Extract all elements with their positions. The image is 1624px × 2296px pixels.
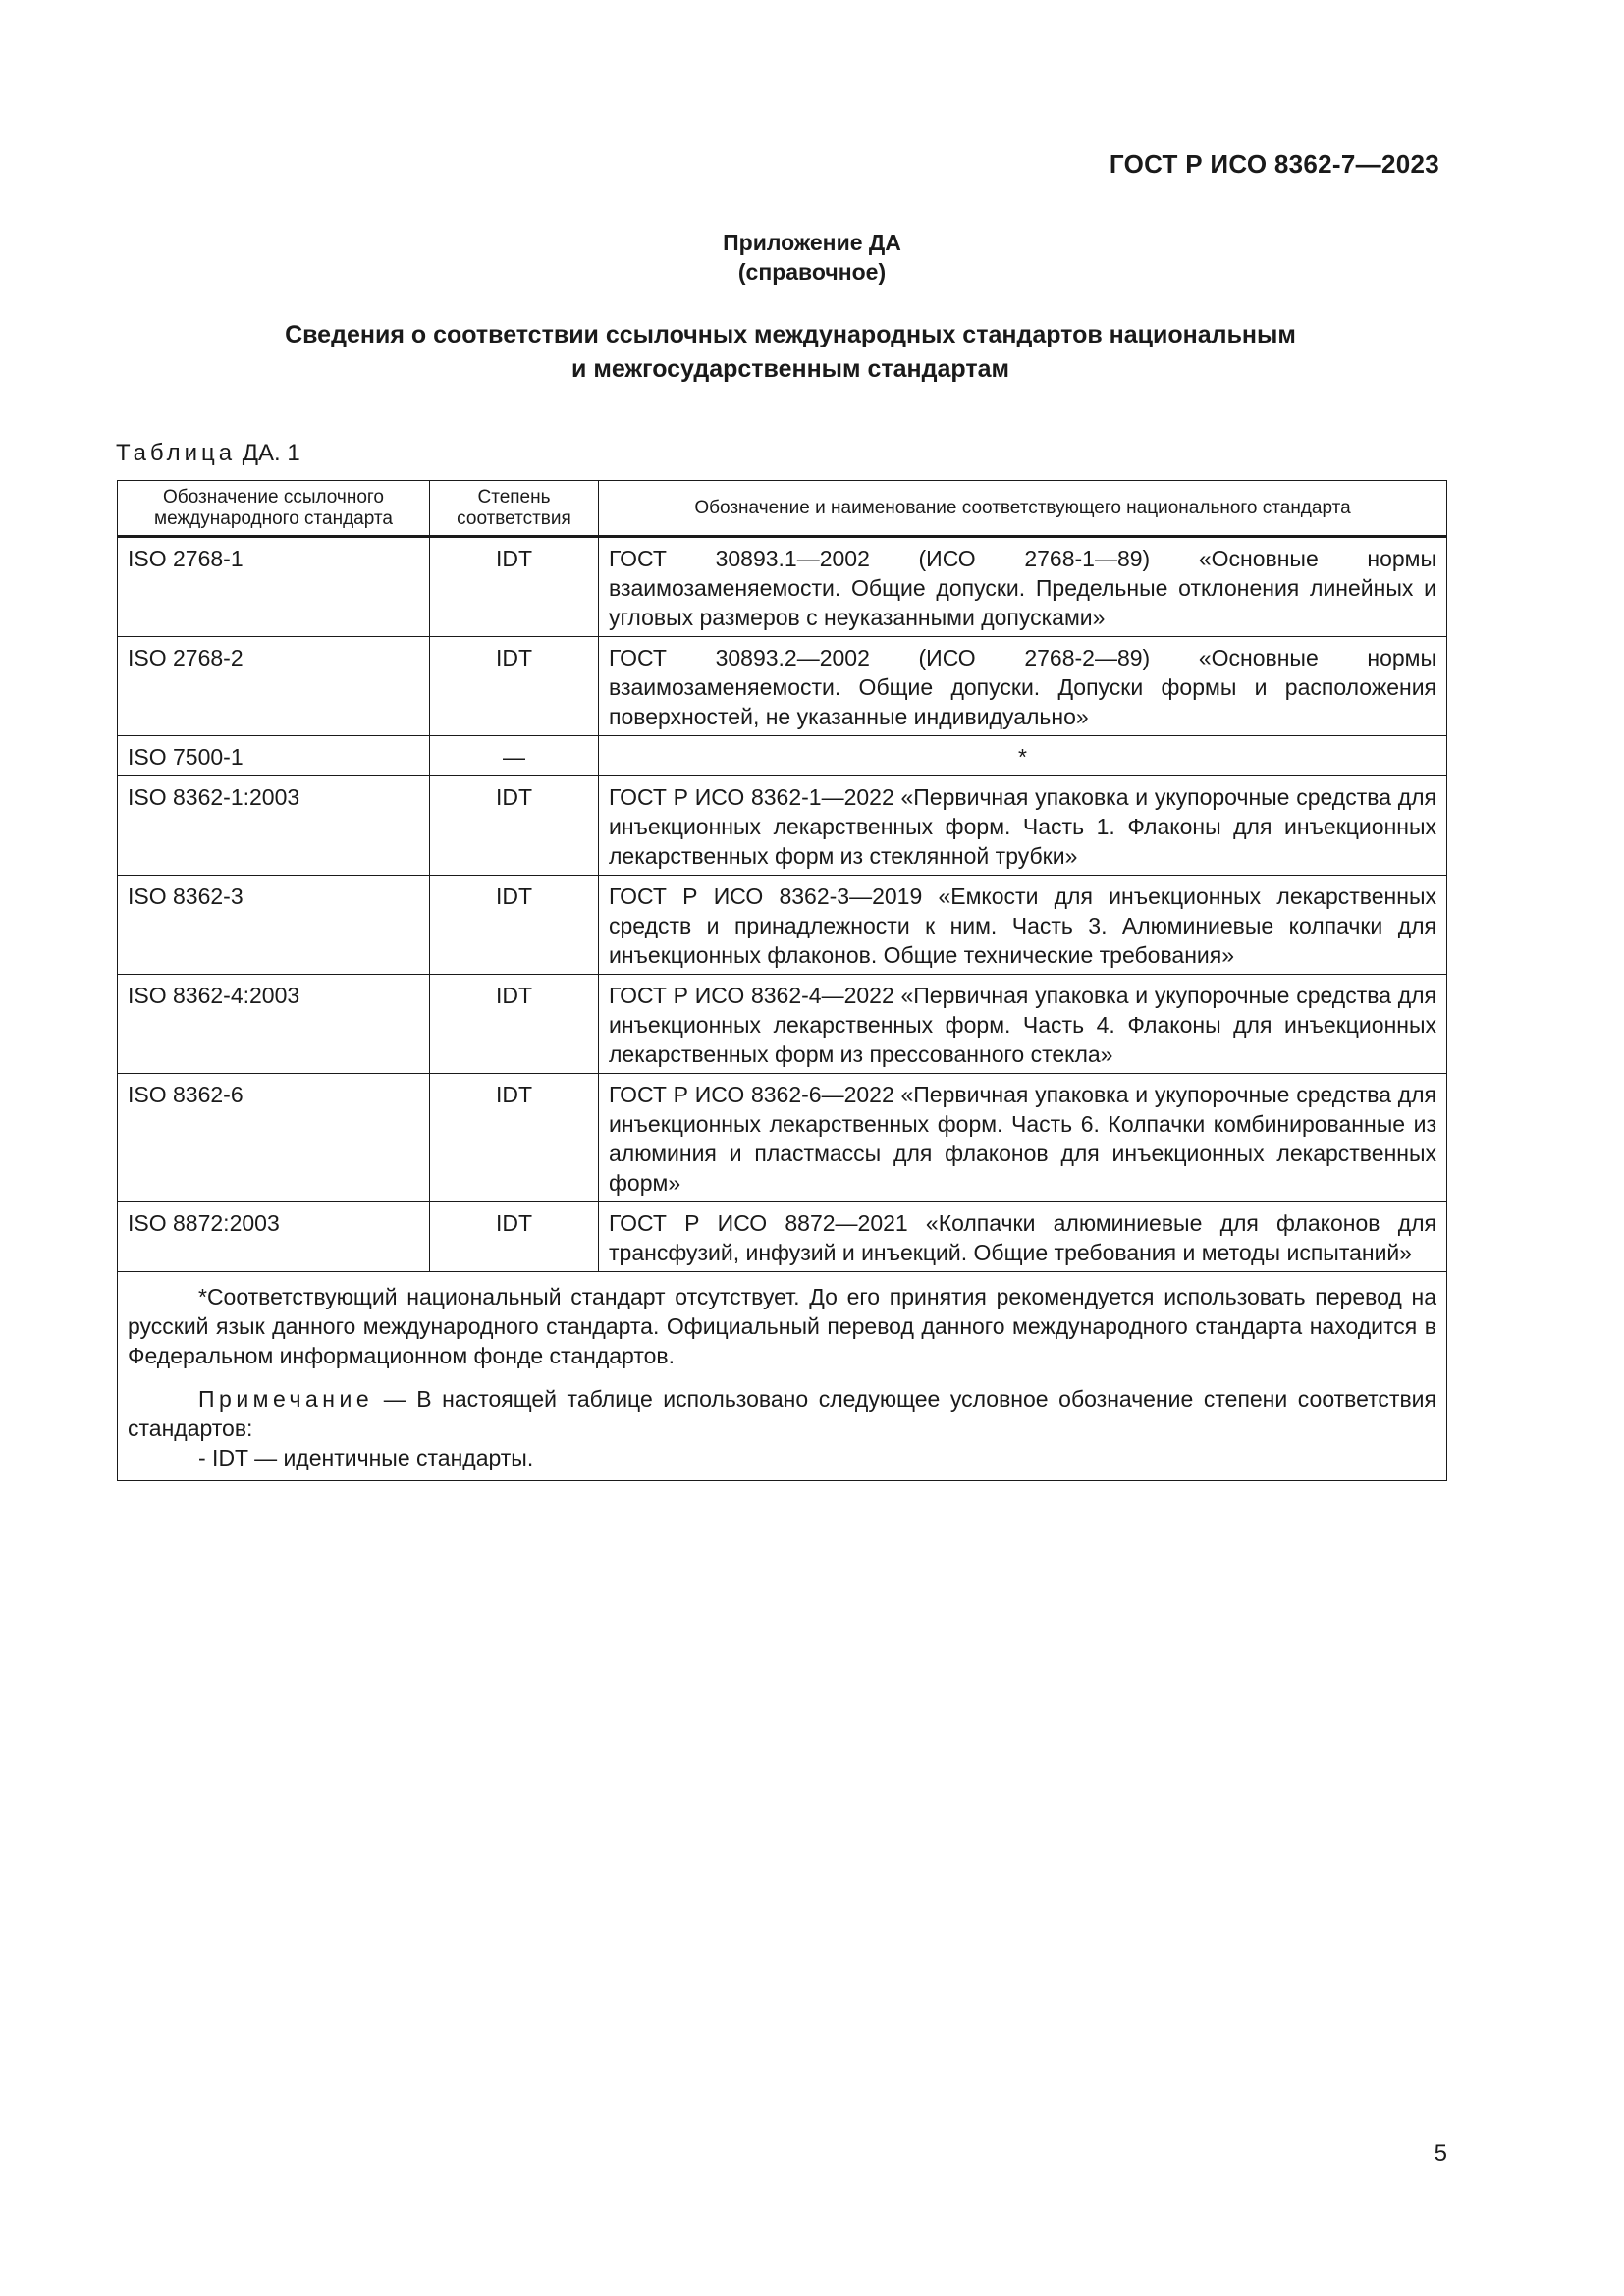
- document-code: ГОСТ Р ИСО 8362-7—2023: [1109, 149, 1439, 179]
- table-footer-row: [118, 1272, 1447, 1481]
- cell-degree: IDT: [430, 776, 599, 876]
- cell-degree: IDT: [430, 876, 599, 975]
- cell-national-standard: ГОСТ Р ИСО 8362-3—2019 «Емкости для инъекционных лекарственных средств и принадлежности к ним. Часть 3. Алюминиевые колпачки для инъекционных флаконов. Общие технические требования»: [599, 876, 1447, 975]
- cell-reference: ISO 2768-1: [118, 537, 430, 637]
- table-note: [128, 1384, 1436, 1443]
- cell-national-standard: ГОСТ Р ИСО 8362-1—2022 «Первичная упаковка и укупорочные средства для инъекционных лекарственных форм. Часть 1. Флаконы для инъекционных лекарственных форм из стеклянной трубки»: [599, 776, 1447, 876]
- note-text: — В настоящей таблице использовано следующее условное обозначение степени соответствия стандартов:: [128, 1386, 1436, 1441]
- table-row: [118, 776, 1447, 876]
- table-caption-label: Таблица: [116, 440, 237, 466]
- cell-national-standard: ГОСТ Р ИСО 8362-4—2022 «Первичная упаковка и укупорочные средства для инъекционных лекарственных форм. Часть 4. Флаконы для инъекционных лекарственных форм из прессованного стекла»: [599, 975, 1447, 1074]
- page-number: 5: [1434, 2140, 1447, 2166]
- appendix-type: (справочное): [737, 259, 887, 285]
- header-international-standard: Обозначение ссылочного международного стандарта: [118, 481, 430, 537]
- appendix-title: Приложение ДА: [723, 230, 901, 255]
- cell-reference: ISO 8362-1:2003: [118, 776, 430, 876]
- note-label: Примечание: [198, 1386, 374, 1412]
- reference-standards-table: [117, 480, 1447, 1481]
- cell-national-standard: ГОСТ Р ИСО 8362-6—2022 «Первичная упаковка и укупорочные средства для инъекционных лекарственных форм. Часть 6. Колпачки комбинированные из алюминия и пластмассы для флаконов для инъекционных лекарственных форм»: [599, 1074, 1447, 1202]
- cell-national-standard: ГОСТ 30893.1—2002 (ИСО 2768-1—89) «Основные нормы взаимозаменяемости. Общие допуски. Предельные отклонения линейных и угловых размеров с неуказанными допусками»: [599, 537, 1447, 637]
- cell-reference: ISO 2768-2: [118, 637, 430, 736]
- cell-reference: ISO 8872:2003: [118, 1202, 430, 1272]
- table-footer-cell: [118, 1272, 1447, 1481]
- header-degree-of-conformity: Степень соответствия: [430, 481, 599, 537]
- cell-reference: ISO 8362-6: [118, 1074, 430, 1202]
- table-row: [118, 876, 1447, 975]
- section-title-line-1: Сведения о соответствии ссылочных международных стандартов национальным: [285, 321, 1296, 348]
- cell-reference: ISO 7500-1: [118, 736, 430, 776]
- cell-national-standard: ГОСТ 30893.2—2002 (ИСО 2768-2—89) «Основные нормы взаимозаменяемости. Общие допуски. Допуски формы и расположения поверхностей, не указанные индивидуально»: [599, 637, 1447, 736]
- cell-degree: IDT: [430, 637, 599, 736]
- cell-degree: IDT: [430, 975, 599, 1074]
- header-national-standard: Обозначение и наименование соответствующего национального стандарта: [599, 481, 1447, 537]
- cell-degree: IDT: [430, 1202, 599, 1272]
- cell-degree: IDT: [430, 537, 599, 637]
- table-header-row: [118, 481, 1447, 537]
- table-caption: [116, 440, 300, 467]
- table-row: [118, 1074, 1447, 1202]
- cell-degree: —: [430, 736, 599, 776]
- table-footnote: *Соответствующий национальный стандарт отсутствует. До его принятия рекомендуется использовать перевод на русский язык данного международного стандарта. Официальный перевод данного международного стандарта находится в Федеральном информационном фонде стандартов.: [128, 1284, 1436, 1368]
- cell-national-standard: *: [599, 736, 1447, 776]
- table-row: [118, 1202, 1447, 1272]
- table-row: [118, 736, 1447, 776]
- note-item: - IDT — идентичные стандарты.: [198, 1445, 534, 1470]
- section-title-line-2: и межгосударственным стандартам: [571, 355, 1009, 383]
- table-row: [118, 637, 1447, 736]
- cell-national-standard: ГОСТ Р ИСО 8872—2021 «Колпачки алюминиевые для флаконов для трансфузий, инфузий и инъекций. Общие требования и методы испытаний»: [599, 1202, 1447, 1272]
- table-row: [118, 537, 1447, 637]
- table-caption-number: ДА. 1: [242, 440, 300, 466]
- cell-degree: IDT: [430, 1074, 599, 1202]
- table-row: [118, 975, 1447, 1074]
- cell-reference: ISO 8362-3: [118, 876, 430, 975]
- cell-reference: ISO 8362-4:2003: [118, 975, 430, 1074]
